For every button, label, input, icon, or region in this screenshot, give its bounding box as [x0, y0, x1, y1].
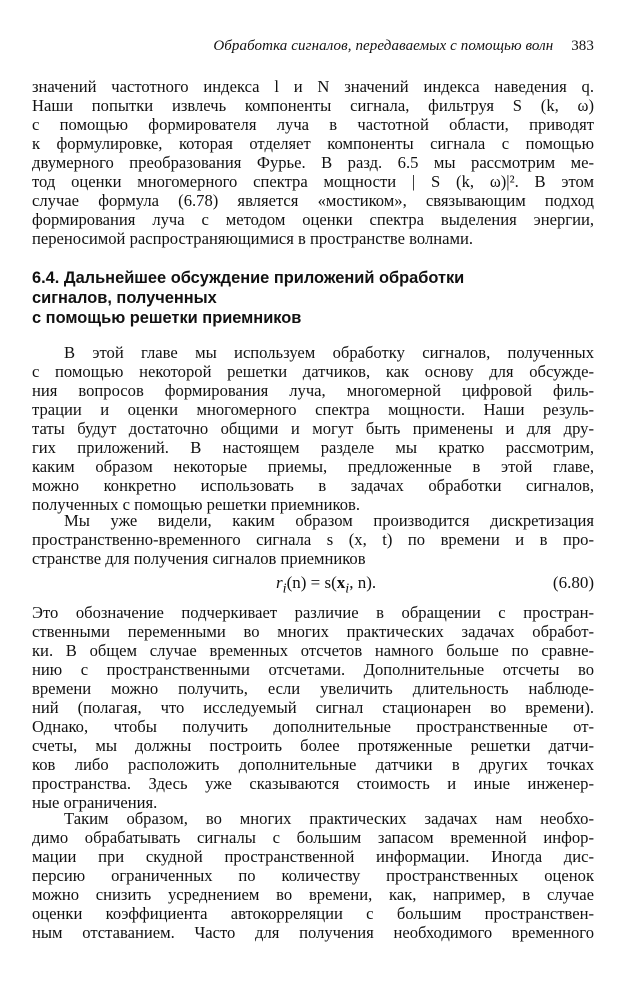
eq-mid: (n) = s(	[286, 573, 337, 592]
text-line: каким образом некоторые приемы, предложенные в этой главе,	[32, 457, 594, 476]
text-line: тод оценки многомерного спектра мощности | S (k, ω)|². В этом	[32, 172, 594, 191]
eq-vector: x	[336, 573, 346, 592]
text-line: значений частотного индекса l и N значений индекса наведения q.	[32, 77, 594, 96]
eq-lhs: r	[276, 573, 283, 592]
text-line: трации и оценки многомерного спектра мощности. Наши резуль-	[32, 400, 594, 419]
text-line: Однако, чтобы получить дополнительные пространственные от-	[32, 717, 594, 736]
text-line: ственными переменными во многих практических задачах обработ-	[32, 622, 594, 641]
eq-lhs-sub: i	[282, 580, 287, 597]
paragraph-2	[32, 343, 594, 514]
text-line: ным отставанием. Часто для получения необходимого временного	[32, 923, 594, 942]
text-line: переносимой распространяющимися в пространстве волнами.	[32, 229, 474, 248]
text-line: мации при скудной пространственной информации. Иногда дис-	[32, 847, 594, 866]
equation-6-80	[32, 573, 594, 595]
text-line: ные ограничения.	[32, 793, 158, 812]
text-line: В этой главе мы используем обработку сигналов, полученных	[64, 343, 594, 362]
text-line: можно конкретно использовать в задачах обработки сигналов,	[32, 476, 594, 495]
text-line: случае формула (6.78) является «мостиком», связывающим подход	[32, 191, 594, 210]
text-line: ний (полагая, что исследуемый сигнал стационарен во времени).	[32, 698, 594, 717]
text-line: странстве для получения сигналов приемников	[32, 549, 366, 568]
equation-number: (6.80)	[552, 573, 594, 592]
text-line: ния вопросов формирования луча, многомерной цифровой филь-	[32, 381, 594, 400]
text-line: Это обозначение подчеркивает различие в обращении с простран-	[32, 603, 594, 622]
paragraph-3	[32, 511, 594, 568]
text-line: Таким образом, во многих практических задачах нам необхо-	[64, 809, 594, 828]
text-line: формирования луча с методом оценки спектра выделения энергии,	[32, 210, 594, 229]
paragraph-1	[32, 77, 594, 248]
text-line: Наши попытки извлечь компоненты сигнала, фильтруя S (k, ω)	[32, 96, 594, 115]
text-line: пространственно-временного сигнала s (x, t) по времени и в про-	[32, 530, 594, 549]
text-line: с помощью некоторой решетки датчиков, как основу для обсужде-	[32, 362, 594, 381]
text-line: времени можно получить, если увеличить длительность наблюде-	[32, 679, 594, 698]
text-line: счеты, мы должны построить более протяженные решетки датчи-	[32, 736, 594, 755]
text-line: оценки коэффициента автокорреляции с большим пространствен-	[32, 904, 594, 923]
heading-line: с помощью решетки приемников	[32, 309, 302, 327]
page-number: 383	[571, 38, 594, 54]
text-line: пространства. Здесь уже сказываются стоимость и иные инженер-	[32, 774, 594, 793]
section-heading	[32, 268, 594, 328]
equation-body	[276, 573, 376, 597]
text-line: двумерного преобразования Фурье. В разд. 6.5 мы рассмотрим ме-	[32, 153, 594, 172]
eq-tail: , n).	[349, 573, 377, 592]
text-line: полученных с помощью решетки приемников.	[32, 495, 360, 514]
text-line: ков либо расположить дополнительные датчики в других точках	[32, 755, 594, 774]
running-title: Обработка сигналов, передаваемых с помощью волн	[213, 38, 554, 54]
heading-line: 6.4. Дальнейшее обсуждение приложений обработки	[32, 269, 465, 287]
text-line: таты будут достаточно общими и могут быть применены и для дру-	[32, 419, 594, 438]
text-line: можно снизить усреднением во времени, как, например, в случае	[32, 885, 594, 904]
eq-vector-sub: i	[345, 580, 350, 597]
text-line: ки. В общем случае временных отсчетов намного больше по сравне-	[32, 641, 594, 660]
text-line: гих приложений. В настоящем разделе мы кратко рассмотрим,	[32, 438, 594, 457]
paragraph-5	[32, 809, 594, 942]
paragraph-4	[32, 603, 594, 812]
text-line: персию ограниченных по количеству пространственных оценок	[32, 866, 594, 885]
text-line: димо обрабатывать сигналы с большим запасом временной инфор-	[32, 828, 594, 847]
heading-line: сигналов, полученных	[32, 289, 217, 307]
text-line: Мы уже видели, каким образом производится дискретизация	[64, 511, 594, 530]
text-line: к формулировке, которая отделяет компоненты сигнала с помощью	[32, 134, 594, 153]
running-header	[30, 38, 594, 60]
text-line: нию с пространственными отсчетами. Дополнительные отсчеты во	[32, 660, 594, 679]
text-line: с помощью формирователя луча в частотной области, приводят	[32, 115, 594, 134]
